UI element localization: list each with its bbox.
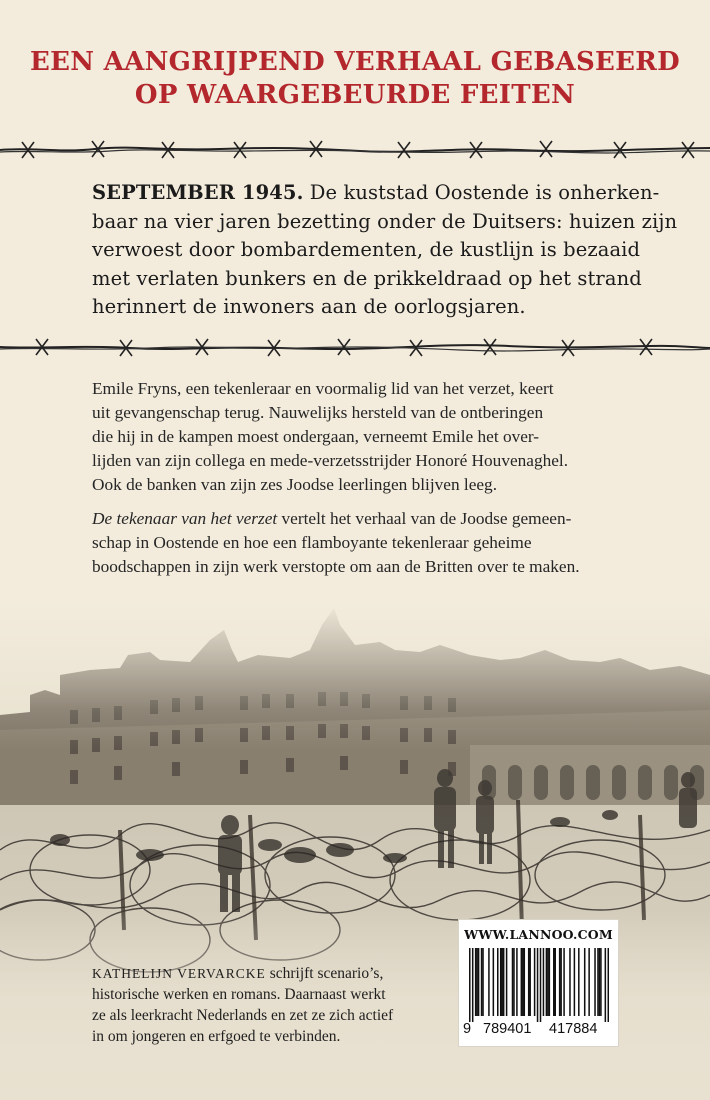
barcode-bar	[559, 948, 561, 1016]
isbn-group-2: 417884	[549, 1021, 598, 1037]
barcode-bar	[482, 948, 484, 1016]
barcode-bar	[534, 948, 536, 1016]
synopsis-line: lijden van zijn collega en mede-verzetsstrijder Honoré Houvenaghel.	[92, 451, 569, 470]
barcode-bar	[569, 948, 571, 1016]
barbed-wire-divider-middle	[0, 334, 710, 360]
barbed-wire-divider-top	[0, 136, 710, 162]
synopsis-line: boodschappen in zijn werk verstopte om aan de Britten over te maken.	[92, 557, 580, 576]
barcode-bar	[560, 948, 562, 1016]
barcode-bar	[563, 948, 565, 1016]
headline-line-2: OP WAARGEBEURDE FEITEN	[134, 80, 576, 110]
barcode-guard-bar	[540, 948, 542, 1022]
isbn-barcode	[469, 948, 609, 1022]
synopsis-line: uit gevangenschap terug. Nauwelijks hersteld van de ontberingen	[92, 403, 544, 422]
barcode-guard-bar	[469, 948, 471, 1022]
barcode-bar	[524, 948, 526, 1016]
barcode-bar	[506, 948, 508, 1016]
barcode-guard-bar	[537, 948, 539, 1022]
barcode-bar	[516, 948, 518, 1016]
barcode-bar	[547, 948, 549, 1016]
barcode-bar	[503, 948, 505, 1016]
intro-line-2: baar na vier jaren bezetting onder de Duitsers: huizen zijn	[92, 209, 678, 233]
barcode-guard-bar	[472, 948, 474, 1022]
barcode-bar	[549, 948, 551, 1016]
isbn-first-digit: 9	[463, 1021, 472, 1037]
barcode-bar	[476, 948, 478, 1016]
barcode-bar	[553, 948, 555, 1016]
barcode-bar	[488, 948, 490, 1016]
barcode-bar	[578, 948, 580, 1016]
publisher-url: WWW.LANNOO.COM	[464, 927, 613, 942]
intro-line	[92, 179, 660, 208]
barcode-bar	[528, 948, 530, 1016]
synopsis-line	[92, 507, 652, 531]
synopsis-line: schap in Oostende en hoe een flamboyante tekenleraar geheime	[92, 533, 532, 552]
barcode-bar	[521, 948, 523, 1016]
author-bio	[92, 963, 472, 1047]
author-name: KATHELIJN VERVARCKE	[92, 966, 266, 981]
author-bio-line	[92, 963, 472, 984]
barcode-guard-bar	[608, 948, 609, 1022]
barcode-guard-bar	[605, 948, 607, 1022]
barcode-panel	[458, 919, 619, 1047]
synopsis-line-rest: vertelt het verhaal van de Joodse gemeen-	[277, 509, 572, 528]
intro-lead: SEPTEMBER 1945.	[92, 181, 304, 204]
author-bio-line: ze als leerkracht Nederlands en zet ze zich actief	[92, 1007, 394, 1024]
book-title-italic: De tekenaar van het verzet	[92, 509, 278, 528]
barcode-bar	[500, 948, 502, 1016]
intro-paragraph	[92, 179, 678, 322]
intro-line-5: herinnert de inwoners aan de oorlogsjaren.	[92, 295, 526, 318]
synopsis-paragraph-1	[92, 377, 652, 497]
barcode-bar	[493, 948, 495, 1016]
barcode-bar	[513, 948, 515, 1016]
author-bio-rest: schrijft scenario’s,	[265, 965, 384, 982]
headline-line-1: EEN AANGRIJPEND VERHAAL GEBASEERD	[29, 47, 681, 77]
headline	[0, 46, 710, 112]
barcode-bar	[481, 948, 483, 1016]
synopsis-paragraph-2	[92, 507, 652, 579]
author-bio-line: historische werken en romans. Daarnaast werkt	[92, 986, 386, 1003]
barcode-bar	[478, 948, 480, 1016]
barcode-bar	[475, 948, 477, 1016]
barcode-bar	[600, 948, 602, 1016]
barcode-bar	[594, 948, 596, 1016]
barcode-bar	[574, 948, 576, 1016]
barcode-bar	[546, 948, 548, 1016]
barcode-bar	[512, 948, 514, 1016]
barcode-bar	[597, 948, 599, 1016]
author-bio-line: in om jongeren en erfgoed te verbinden.	[92, 1028, 341, 1045]
barcode-bar	[529, 948, 531, 1016]
barcode-bar	[522, 948, 524, 1016]
barcode-bar	[554, 948, 556, 1016]
intro-line-1-rest: De kuststad Oostende is onherken-	[303, 181, 660, 204]
synopsis-line: die hij in de kampen moest ondergaan, verneemt Emile het over-	[92, 427, 540, 446]
barcode-bar	[599, 948, 601, 1016]
barcode-bar	[584, 948, 586, 1016]
barcode-bar	[543, 948, 545, 1016]
intro-line-3: verwoest door bombardementen, de kustlijn is bezaaid	[92, 238, 641, 261]
isbn-group-1: 789401	[483, 1021, 532, 1037]
synopsis-line: Ook de banken van zijn zes Joodse leerlingen blijven leeg.	[92, 475, 498, 494]
synopsis-line: Emile Fryns, een tekenleraar en voormalig lid van het verzet, keert	[92, 379, 554, 398]
barcode-bar	[501, 948, 503, 1016]
barcode-bar	[497, 948, 499, 1016]
barcode-bar	[588, 948, 590, 1016]
intro-line-4: met verlaten bunkers en de prikkeldraad op het strand	[92, 266, 642, 290]
